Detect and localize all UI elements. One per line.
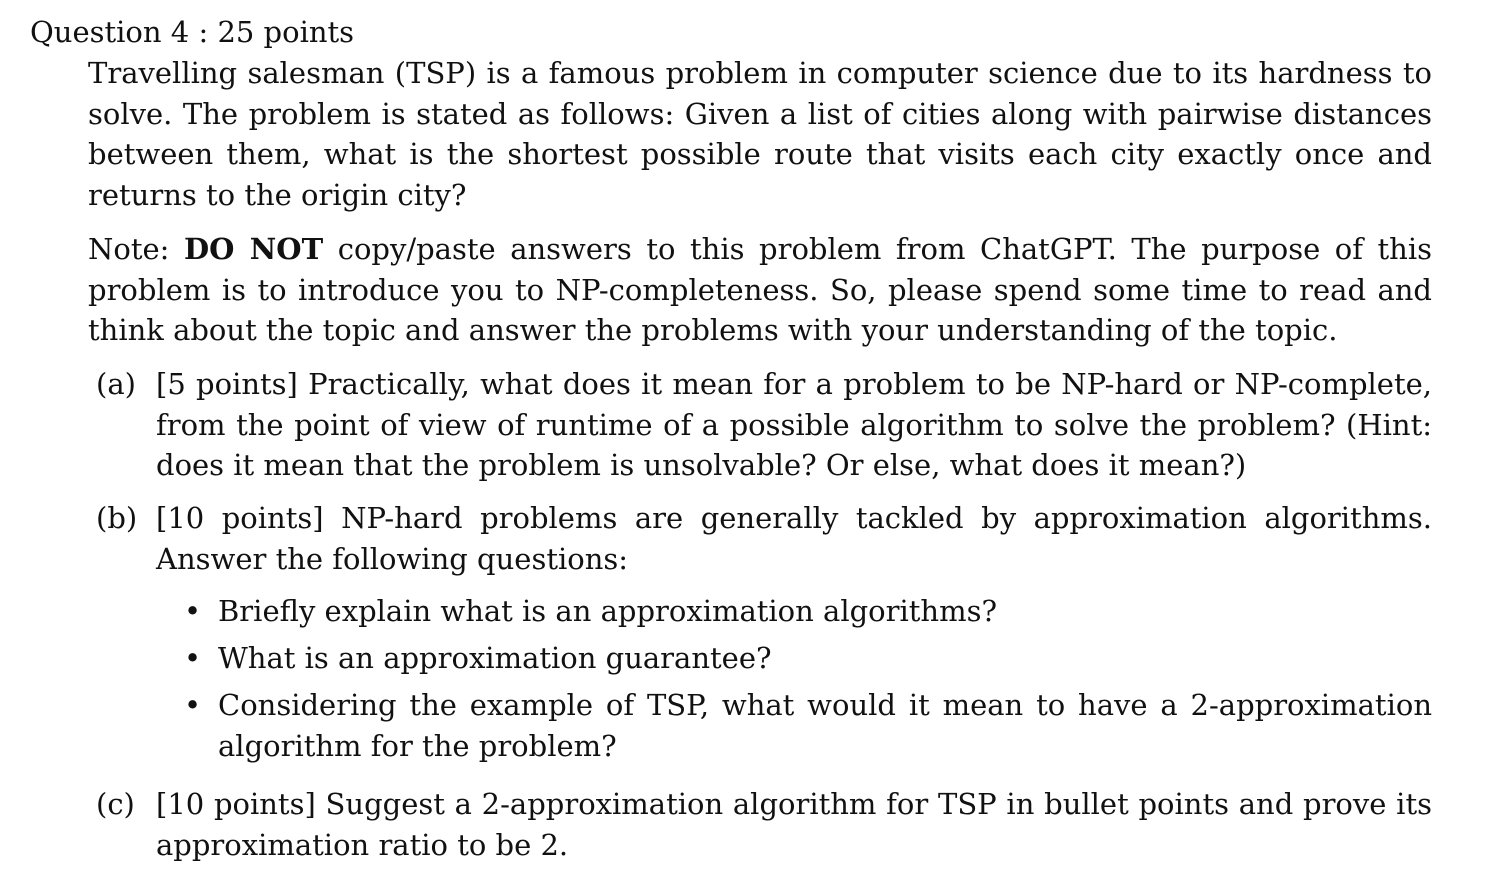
- part-b-text: [10 points] NP-hard problems are generally tackled by approximation algorithms. Answer the following questions:: [156, 501, 1432, 576]
- bullet-text: What is an approximation guarantee?: [218, 641, 772, 675]
- bullet-icon: •: [184, 688, 202, 722]
- bullet-icon: •: [184, 594, 202, 628]
- note-prefix: Note:: [88, 232, 170, 266]
- part-a-text: [5 points] Practically, what does it mean for a problem to be NP-hard or NP-complete, from the point of view of runtime of a possible algorithm to solve the problem? (Hint: does it mean that the problem is unsolvable? Or else, what does it mean?): [156, 367, 1432, 482]
- note-emphasis: DO NOT: [183, 232, 324, 266]
- part-a-label: (a): [96, 367, 136, 401]
- intro-paragraph: Travelling salesman (TSP) is a famous problem in computer science due to its hardness to solve. The problem is stated as follows: Given a list of cities along with pairwise distances between them, what is the shortest possible route that visits each city exactly once and returns to the origin city?: [88, 56, 1432, 212]
- bullet-text: Considering the example of TSP, what would it mean to have a 2-approximation algorithm for the problem?: [218, 688, 1432, 763]
- note-paragraph: [88, 229, 1432, 351]
- note-text: copy/paste answers to this problem from ChatGPT. The purpose of this problem is to introduce you to NP-completeness. So, please spend some time to read and think about the topic and answer the problems with your understanding of the topic.: [88, 232, 1433, 347]
- bullet-icon: •: [184, 641, 202, 675]
- bullet-text: Briefly explain what is an approximation algorithms?: [218, 594, 998, 628]
- part-c-label: (c): [96, 787, 135, 821]
- part-c-text: [10 points] Suggest a 2-approximation algorithm for TSP in bullet points and prove its approximation ratio to be 2.: [156, 787, 1432, 862]
- part-b-label: (b): [96, 501, 138, 535]
- question-title: Question 4 : 25 points: [30, 15, 355, 49]
